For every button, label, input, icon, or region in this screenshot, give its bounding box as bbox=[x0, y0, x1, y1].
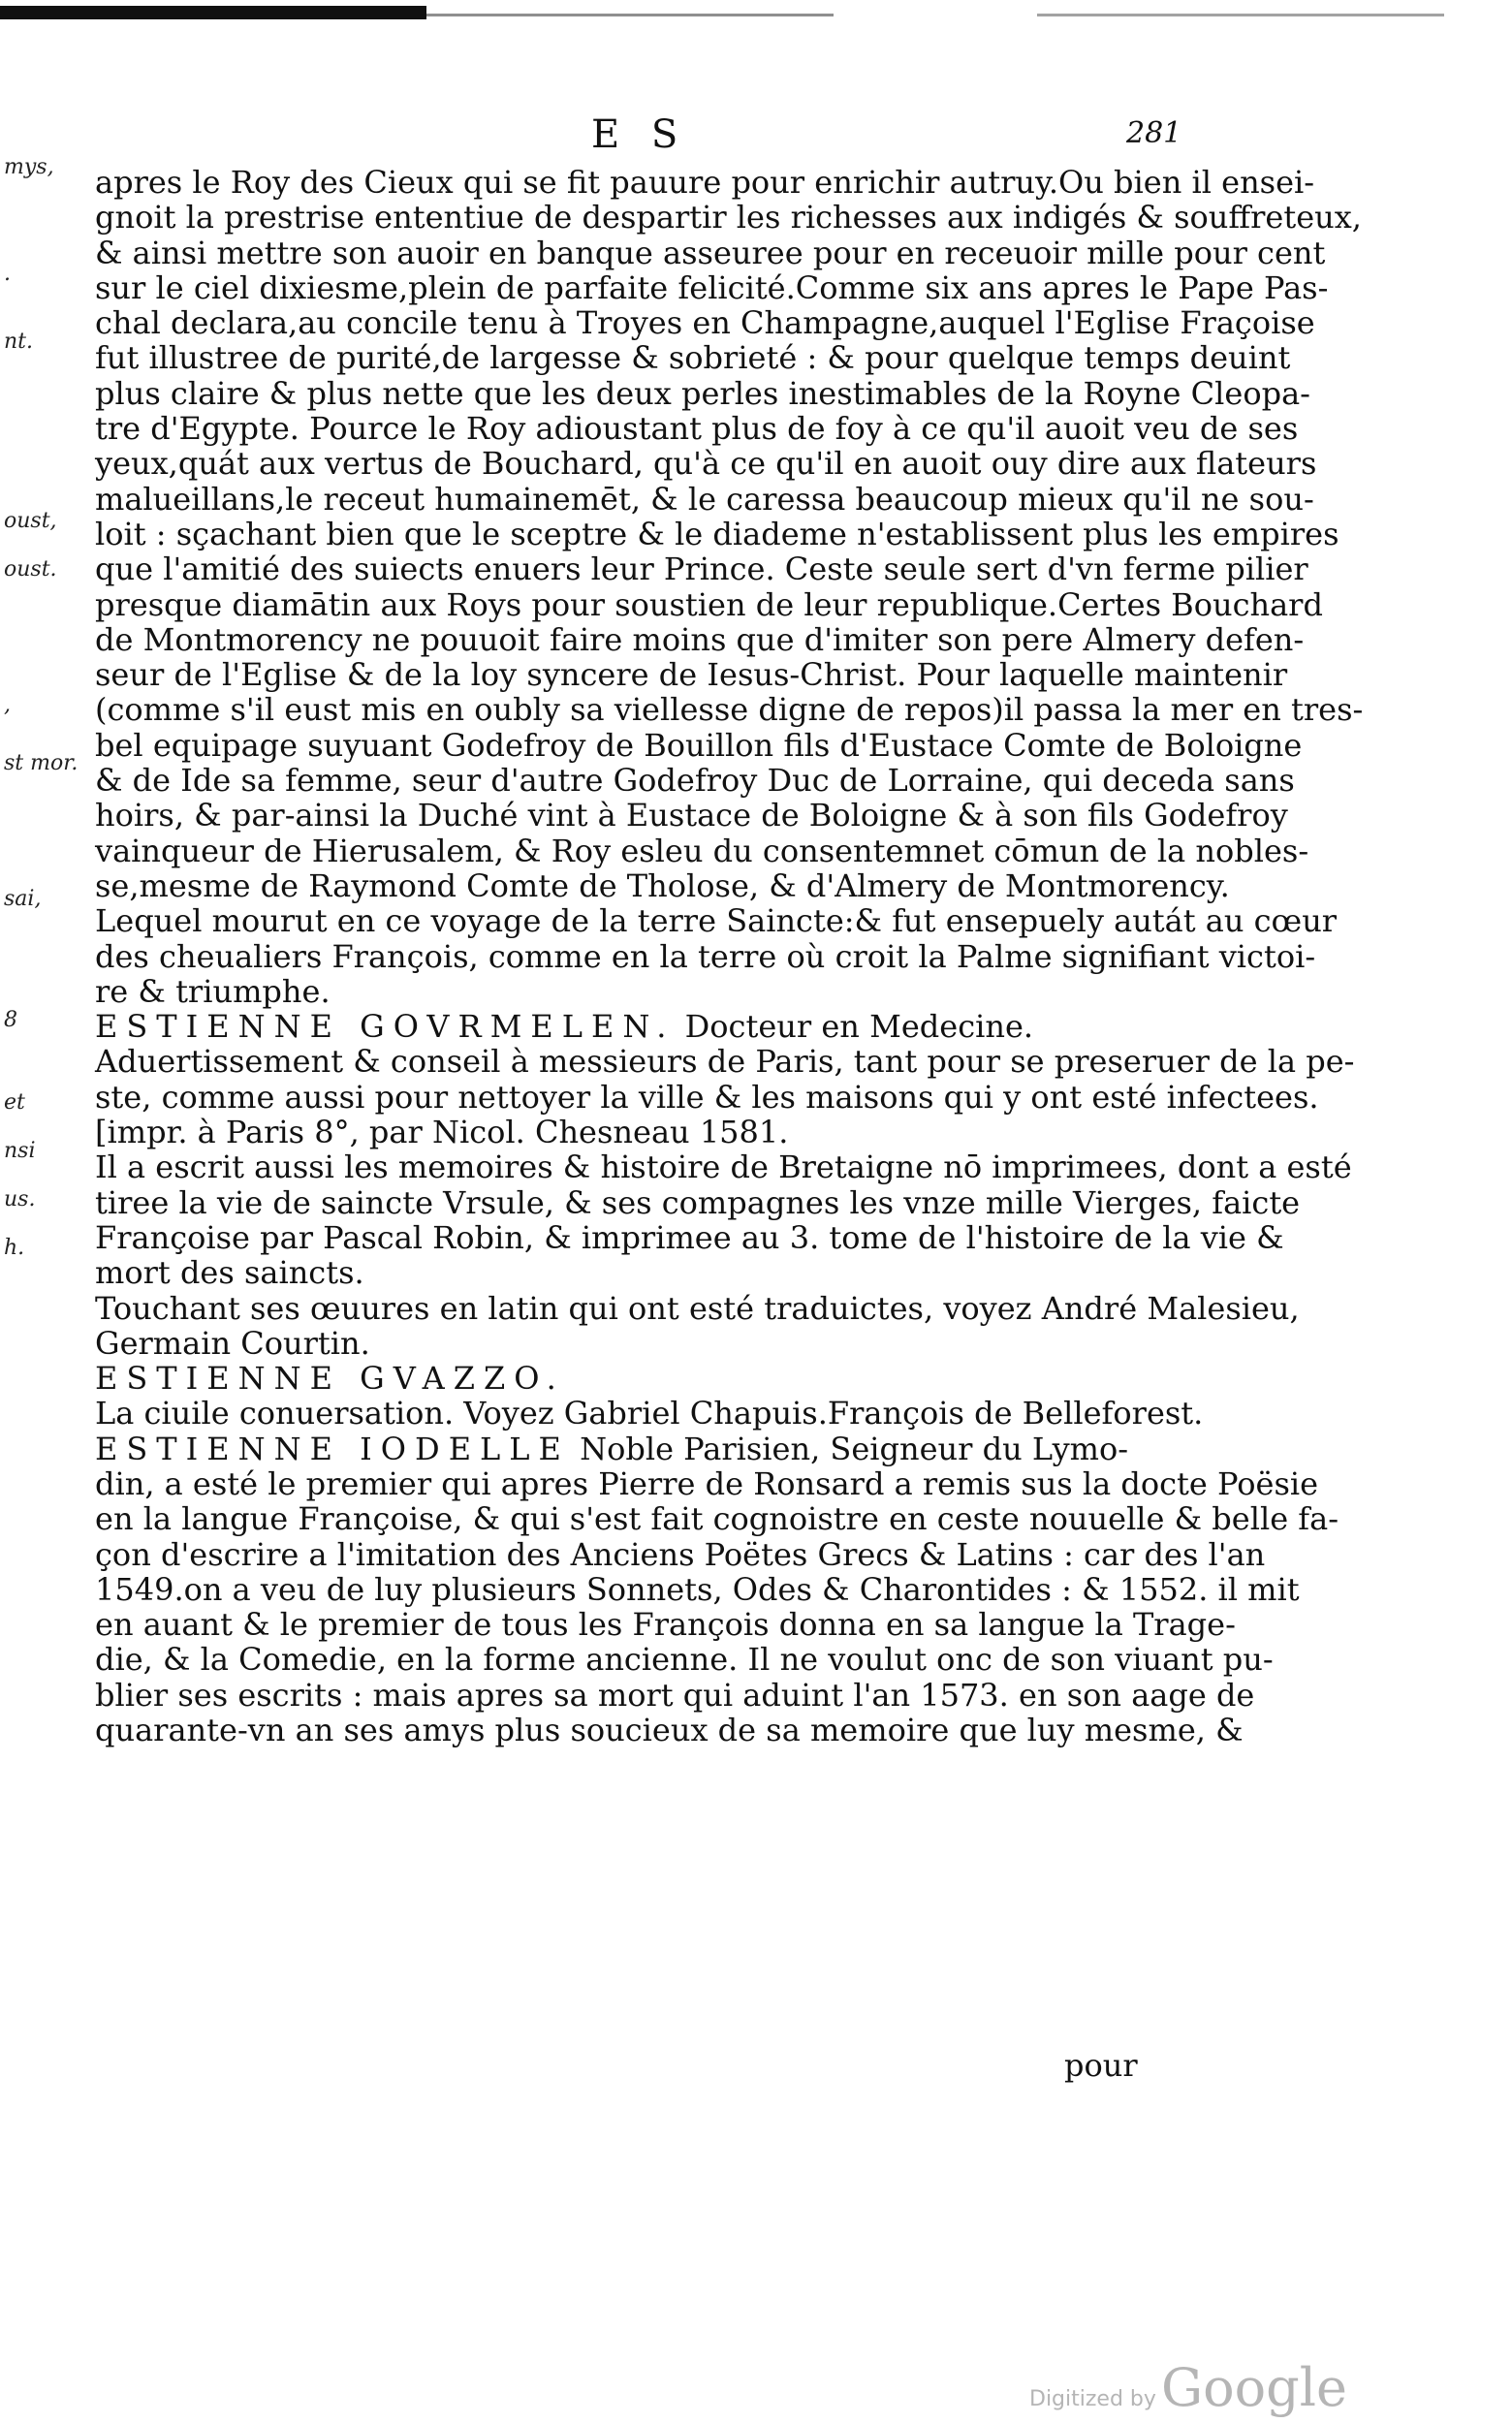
text-line: fut illustree de purité,de largesse & sobrieté : & pour quelque temps deuint bbox=[95, 339, 1291, 377]
text-line: La ciuile conuersation. Voyez Gabriel Chapuis.François de Belleforest. bbox=[95, 1395, 1204, 1432]
text-line: chal declara,au concile tenu à Troyes en Champagne,auquel l'Eglise Fraçoise bbox=[95, 304, 1315, 342]
text-line: blier ses escrits : mais apres sa mort qui aduint l'an 1573. en son aage de bbox=[95, 1676, 1255, 1714]
text-line: Lequel mourut en ce voyage de la terre Saincte:& fut ensepuely autát au cœur bbox=[95, 902, 1338, 940]
text-line: en la langue Françoise, & qui s'est fait cognoistre en ceste nouuelle & belle fa- bbox=[95, 1500, 1339, 1538]
entry-heading-rest: Docteur en Medecine. bbox=[684, 1008, 1034, 1046]
margin-note: . bbox=[4, 262, 11, 286]
text-line: tiree la vie de saincte Vrsule, & ses compagnes les vnze mille Vierges, faicte bbox=[95, 1183, 1301, 1221]
entry-heading: ESTIENNE GVAZZO. bbox=[95, 1360, 565, 1398]
text-line: Il a escrit aussi les memoires & histoire de Bretaigne nō imprimees, dont a esté bbox=[95, 1149, 1352, 1186]
text-line: sur le ciel dixiesme,plein de parfaite felicité.Comme six ans apres le Pape Pas- bbox=[95, 268, 1329, 306]
text-line: se,mesme de Raymond Comte de Tholose, & d'Almery de Montmorency. bbox=[95, 866, 1230, 904]
entry-heading: ESTIENNE IODELLE bbox=[95, 1430, 570, 1467]
catchword: pour bbox=[1064, 2047, 1138, 2084]
text-line: hoirs, & par-ainsi la Duché vint à Eustace de Boloigne & à son fils Godefroy bbox=[95, 797, 1288, 834]
text-line: din, a esté le premier qui apres Pierre de Ronsard a remis sus la docte Poësie bbox=[95, 1464, 1319, 1502]
text-line: ste, comme aussi pour nettoyer la ville & les maisons qui y ont esté infectees. bbox=[95, 1078, 1319, 1116]
text-line: Françoise par Pascal Robin, & imprimee au 3. tome de l'histoire de la vie & bbox=[95, 1218, 1284, 1256]
watermark-brand: Google bbox=[1161, 2357, 1347, 2418]
text-line: de Montmorency ne pouuoit faire moins que d'imiter son pere Almery defen- bbox=[95, 620, 1305, 658]
text-line: quarante-vn an ses amys plus soucieux de sa memoire que luy mesme, & bbox=[95, 1712, 1244, 1749]
text-line: vainqueur de Hierusalem, & Roy esleu du consentemnet cōmun de la nobles- bbox=[95, 832, 1309, 869]
text-line: que l'amitié des suiects enuers leur Prince. Ceste seule sert d'vn ferme pilier bbox=[95, 551, 1308, 588]
margin-note: , bbox=[4, 693, 11, 717]
margin-note: us. bbox=[4, 1187, 36, 1212]
text-line: bel equipage suyuant Godefroy de Bouillon fils d'Eustace Comte de Boloigne bbox=[95, 726, 1303, 764]
text-line: presque diamātin aux Roys pour soustien de leur republique.Certes Bouchard bbox=[95, 585, 1323, 623]
text-line: apres le Roy des Cieux qui se fit pauure pour enrichir autruy.Ou bien il ensei- bbox=[95, 164, 1315, 201]
margin-note: sai, bbox=[4, 887, 42, 911]
text-line: Touchant ses œuures en latin qui ont esté traduictes, voyez André Malesieu, bbox=[95, 1289, 1300, 1327]
margin-notes bbox=[0, 0, 79, 2423]
digitized-watermark bbox=[1029, 2357, 1347, 2418]
margin-note: st mor. bbox=[4, 751, 79, 775]
text-line: (comme s'il eust mis en oubly sa viellesse digne de repos)il passa la mer en tres- bbox=[95, 691, 1364, 729]
text-line: çon d'escrire a l'imitation des Anciens Poëtes Grecs & Latins : car des l'an bbox=[95, 1535, 1266, 1573]
text-line: & ainsi mettre son auoir en banque asseuree pour en receuoir mille pour cent bbox=[95, 234, 1326, 271]
text-line: Germain Courtin. bbox=[95, 1324, 370, 1362]
text-line: mort des saincts. bbox=[95, 1254, 364, 1292]
entry-heading-line bbox=[95, 1432, 1200, 1466]
text-line: 1549.on a veu de luy plusieurs Sonnets, Odes & Charontides : & 1552. il mit bbox=[95, 1570, 1300, 1608]
margin-note: h. bbox=[4, 1236, 25, 1260]
text-line: seur de l'Eglise & de la loy syncere de Iesus-Christ. Pour laquelle maintenir bbox=[95, 656, 1288, 694]
text-line: & de Ide sa femme, seur d'autre Godefroy Duc de Lorraine, qui deceda sans bbox=[95, 762, 1295, 800]
text-line: gnoit la prestrise ententiue de despartir les richesses aux indigés & souffreteux, bbox=[95, 199, 1362, 236]
text-line: malueillans,le receut humainemēt, & le caressa beaucoup mieux qu'il ne sou- bbox=[95, 480, 1314, 518]
text-line: [impr. à Paris 8°, par Nicol. Chesneau 1581. bbox=[95, 1114, 789, 1151]
page-header bbox=[0, 112, 1512, 161]
text-line: Aduertissement & conseil à messieurs de Paris, tant pour se preseruer de la pe- bbox=[95, 1043, 1355, 1081]
entry-heading-rest: Noble Parisien, Seigneur du Lymo- bbox=[580, 1430, 1129, 1467]
entry-heading-line bbox=[95, 1361, 1200, 1396]
text-line: des cheualiers François, comme en la terre où croit la Palme signifiant victoi- bbox=[95, 937, 1316, 975]
running-head: E S bbox=[591, 112, 688, 157]
watermark-prefix: Digitized by bbox=[1029, 2387, 1156, 2411]
body-text bbox=[95, 164, 1364, 1749]
text-line: yeux,quát aux vertus de Bouchard, qu'à ce qu'il en auoit ouy dire aux flateurs bbox=[95, 445, 1317, 483]
entry-heading-line bbox=[95, 1009, 1200, 1044]
text-line: plus claire & plus nette que les deux perles inestimables de la Royne Cleopa- bbox=[95, 374, 1310, 412]
text-line: loit : sçachant bien que le sceptre & le diademe n'establissent plus les empires bbox=[95, 515, 1339, 552]
margin-note: et bbox=[4, 1090, 25, 1115]
text-line: tre d'Egypte. Pource le Roy adioustant plus de foy à ce qu'il auoit veu de ses bbox=[95, 410, 1299, 448]
text-line: die, & la Comedie, en la forme ancienne. Il ne voulut onc de son viuant pu- bbox=[95, 1641, 1274, 1679]
top-rule-thin bbox=[426, 14, 1444, 16]
entry-heading: ESTIENNE GOVRMELEN. bbox=[95, 1008, 676, 1046]
text-line: en auant & le premier de tous les François donna en sa langue la Trage- bbox=[95, 1606, 1236, 1644]
margin-note: nsi bbox=[4, 1139, 36, 1163]
margin-note: oust, bbox=[4, 509, 57, 533]
margin-note: mys, bbox=[4, 155, 54, 179]
margin-note: 8 bbox=[4, 1008, 17, 1032]
text-line: re & triumphe. bbox=[95, 972, 331, 1010]
margin-note: oust. bbox=[4, 557, 57, 582]
margin-note: nt. bbox=[4, 330, 34, 354]
page-number: 281 bbox=[1126, 116, 1182, 150]
